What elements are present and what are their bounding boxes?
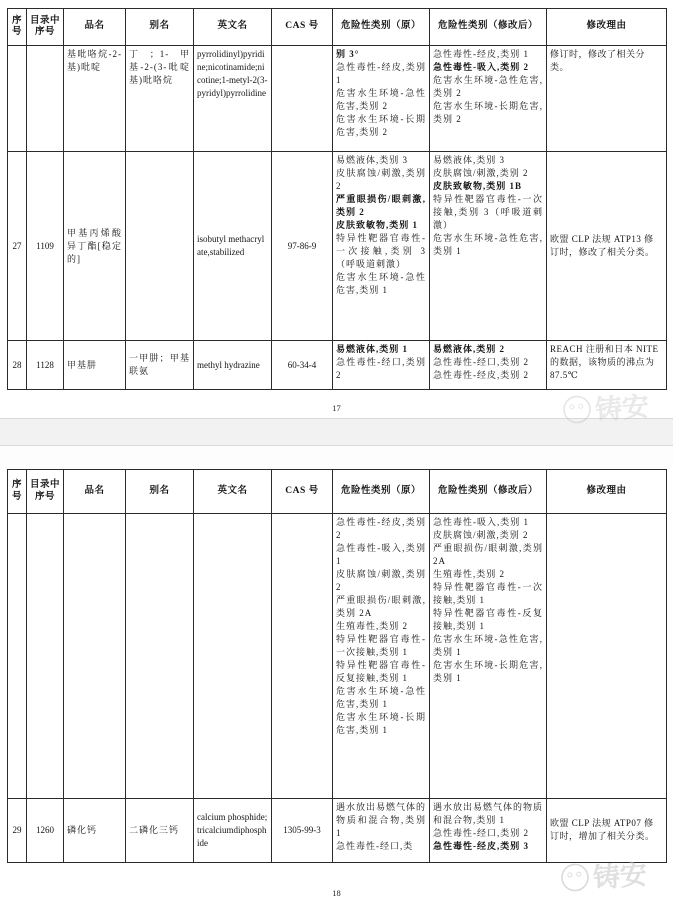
column-header: 危险性类别（修改后） — [430, 9, 547, 46]
hazard-entry: 皮肤腐蚀/刺激,类别 2 — [433, 168, 529, 178]
cell-hazard-original — [333, 799, 430, 863]
cell-seq: 27 — [8, 152, 27, 341]
cell-hazard-original — [333, 46, 430, 152]
cell-hazard-original — [333, 152, 430, 341]
cell-alias: 一甲肼；甲基联氨 — [126, 341, 194, 390]
hazard-entry: 生殖毒性,类别 2 — [336, 621, 409, 631]
cell-english-name: pyrrolidinyl)pyridine;nicotinamide;nicotine;1-metyl-2(3-pyridyl)pyrrolidine — [194, 46, 272, 152]
hazard-entry: 易燃液体,类别 2 — [433, 344, 506, 354]
hazard-entry: 危害水生环境-长期危害,类别 2 — [433, 101, 543, 124]
cell-english-name: methyl hydrazine — [194, 341, 272, 390]
hazard-entry: 急性毒性-吸入,类别 1 — [336, 543, 426, 566]
hazard-entry: 危害水生环境-长期危害,类别 1 — [433, 660, 543, 683]
cell-english-name: isobutyl methacrylate,stabilized — [194, 152, 272, 341]
column-header: 别名 — [126, 470, 194, 514]
cell-seq — [8, 46, 27, 152]
column-header: 目录中序号 — [27, 470, 64, 514]
reason-text: 欧盟 CLP 法规 ATP07 修订时，增加了相关分类。 — [550, 818, 655, 841]
hazard-entry: 急性毒性-经皮,类别 1 — [336, 62, 426, 85]
cell-catalog-no: 1128 — [27, 341, 64, 390]
watermark-text: 铸安 — [592, 859, 648, 894]
hazard-entry: 危害水生环境-长期危害,类别 2 — [336, 114, 426, 137]
column-header: 序号 — [8, 9, 27, 46]
cell-catalog-no: 1109 — [27, 152, 64, 341]
column-header: CAS 号 — [272, 470, 333, 514]
page-number: 17 — [332, 403, 341, 413]
hazard-entry: 严重眼损伤/眼刺激,类别 2A — [336, 595, 426, 618]
reason-text: 欧盟 CLP 法规 ATP13 修订时，修改了相关分类。 — [550, 233, 655, 257]
hazard-entry: 急性毒性-经皮,类别 2 — [433, 370, 529, 380]
cell-catalog-no — [27, 514, 64, 799]
hazard-entry: 危害水生环境-急性危害,类别 2 — [433, 75, 543, 98]
hazard-entry: 易燃液体,类别 3 — [433, 155, 506, 165]
hazard-entry: 急性毒性-经皮,类别 2 — [336, 517, 426, 540]
cell-hazard-revised — [430, 799, 547, 863]
hazard-entry: 严重眼损伤/眼刺激,类别 2A — [433, 543, 543, 566]
hazard-entry: 生殖毒性,类别 2 — [433, 569, 506, 579]
table-row — [8, 514, 667, 799]
hazard-entry: 皮肤致敏物,类别 1B — [433, 181, 523, 191]
hazard-entry: 易燃液体,类别 3 — [336, 155, 409, 165]
cell-cas: 97-86-9 — [272, 152, 333, 341]
cell-hazard-original — [333, 514, 430, 799]
column-header: 危险性类别（原） — [333, 470, 430, 514]
column-header: 修改理由 — [547, 470, 667, 514]
cell-reason — [547, 46, 667, 152]
column-header: 英文名 — [194, 470, 272, 514]
hazard-entry: 特异性靶器官毒性-一次接触,类别 1 — [336, 634, 426, 657]
hazard-entry: 皮肤腐蚀/刺激,类别 2 — [433, 530, 529, 540]
column-header: 英文名 — [194, 9, 272, 46]
table-row — [8, 152, 667, 341]
cell-product-name: 甲基丙烯酸异丁酯[稳定的] — [64, 152, 126, 341]
hazard-entry: 危害水生环境-急性危害,类别 1 — [336, 272, 426, 295]
hazard-table-page-18 — [7, 469, 667, 863]
column-header: 品名 — [64, 9, 126, 46]
hazard-entry: 危害水生环境-长期危害,类别 1 — [336, 712, 426, 735]
hazard-entry: 急性毒性-经口,类别 2 — [433, 357, 529, 367]
column-header: 修改理由 — [547, 9, 667, 46]
reason-text: REACH 注册和日本 NITE 的数据，该物质的沸点为 87.5℃ — [550, 344, 659, 380]
cell-catalog-no — [27, 46, 64, 152]
column-header: 品名 — [64, 470, 126, 514]
cell-catalog-no: 1260 — [27, 799, 64, 863]
hazard-table-page-17 — [7, 8, 667, 390]
hazard-entry: 危害水生环境-急性危害,类别 1 — [433, 233, 543, 256]
cell-alias — [126, 152, 194, 341]
cell-product-name: 基吡咯烷-2-基)吡啶 — [64, 46, 126, 152]
hazard-entry: 皮肤腐蚀/刺激,类别 2 — [336, 569, 426, 592]
cell-product-name — [64, 514, 126, 799]
cell-cas — [272, 514, 333, 799]
cell-hazard-revised — [430, 152, 547, 341]
cell-seq: 28 — [8, 341, 27, 390]
table-row — [8, 46, 667, 152]
cell-alias: 二磷化三钙 — [126, 799, 194, 863]
cell-alias — [126, 514, 194, 799]
hazard-entry: 严重眼损伤/眼刺激,类别 2 — [336, 194, 426, 217]
cell-cas: 1305-99-3 — [272, 799, 333, 863]
cell-reason — [547, 799, 667, 863]
cell-reason — [547, 341, 667, 390]
hazard-entry: 急性毒性-吸入,类别 2 — [433, 62, 529, 72]
hazard-entry: 危害水生环境-急性危害,类别 2 — [336, 88, 426, 111]
hazard-entry: 急性毒性-经口,类别 2 — [336, 357, 426, 380]
page-17 — [0, 8, 673, 426]
cell-hazard-revised — [430, 341, 547, 390]
column-header: 目录中序号 — [27, 9, 64, 46]
cell-english-name: calcium phosphide;tricalciumdiphosphide — [194, 799, 272, 863]
column-header: 危险性类别（原） — [333, 9, 430, 46]
column-header: CAS 号 — [272, 9, 333, 46]
cell-seq: 29 — [8, 799, 27, 863]
page-number: 18 — [332, 888, 341, 898]
hazard-entry: 特异性靶器官毒性-一次接触,类别 1 — [433, 582, 543, 605]
hazard-entry: 急性毒性-经皮,类别 3 — [433, 841, 529, 851]
cell-reason — [547, 152, 667, 341]
hazard-entry: 易燃液体,类别 1 — [336, 344, 409, 354]
header-row — [8, 470, 667, 514]
hazard-entry: 特异性靶器官毒性-反复接触,类别 1 — [336, 660, 426, 683]
cell-hazard-revised — [430, 46, 547, 152]
hazard-entry: 别 3° — [336, 49, 360, 59]
hazard-entry: 特异性靶器官毒性-一次接触,类别 3（呼吸道刺激） — [433, 194, 543, 230]
hazard-entry: 急性毒性-经口,类别 2 — [433, 828, 529, 838]
document-canvas — [0, 8, 673, 898]
hazard-entry: 急性毒性-吸入,类别 1 — [433, 517, 529, 527]
column-header: 危险性类别（修改后） — [430, 470, 547, 514]
hazard-entry: 特异性靶器官毒性-一次接触,类别 3（呼吸道刺激） — [336, 233, 426, 269]
cell-cas: 60-34-4 — [272, 341, 333, 390]
hazard-entry: 急性毒性-经皮,类别 1 — [433, 49, 529, 59]
cell-seq — [8, 514, 27, 799]
cell-cas — [272, 46, 333, 152]
cell-english-name — [194, 514, 272, 799]
hazard-entry: 特异性靶器官毒性-反复接触,类别 1 — [433, 608, 543, 631]
cell-reason — [547, 514, 667, 799]
watermark-text: 铸安 — [594, 391, 650, 426]
table-row — [8, 341, 667, 390]
header-row — [8, 9, 667, 46]
hazard-entry: 急性毒性-经口,类 — [336, 841, 414, 851]
table-row — [8, 799, 667, 863]
hazard-entry: 危害水生环境-急性危害,类别 1 — [336, 686, 426, 709]
hazard-entry: 皮肤致敏物,类别 1 — [336, 220, 419, 230]
reason-text: 修订时，修改了相关分类。 — [550, 49, 646, 72]
column-header: 别名 — [126, 9, 194, 46]
page-18 — [0, 469, 673, 904]
cell-product-name: 甲基肼 — [64, 341, 126, 390]
cell-alias: 丁；1-甲基-2-(3-吡啶基)吡咯烷 — [126, 46, 194, 152]
page-separator — [0, 418, 673, 446]
cell-hazard-original — [333, 341, 430, 390]
hazard-entry: 皮肤腐蚀/刺激,类别 2 — [336, 168, 426, 191]
hazard-entry: 遇水放出易燃气体的物质和混合物,类别 1 — [336, 802, 426, 838]
cell-hazard-revised — [430, 514, 547, 799]
column-header: 序号 — [8, 470, 27, 514]
cell-product-name: 磷化钙 — [64, 799, 126, 863]
hazard-entry: 危害水生环境-急性危害,类别 1 — [433, 634, 543, 657]
hazard-entry: 遇水放出易燃气体的物质和混合物,类别 1 — [433, 802, 543, 825]
